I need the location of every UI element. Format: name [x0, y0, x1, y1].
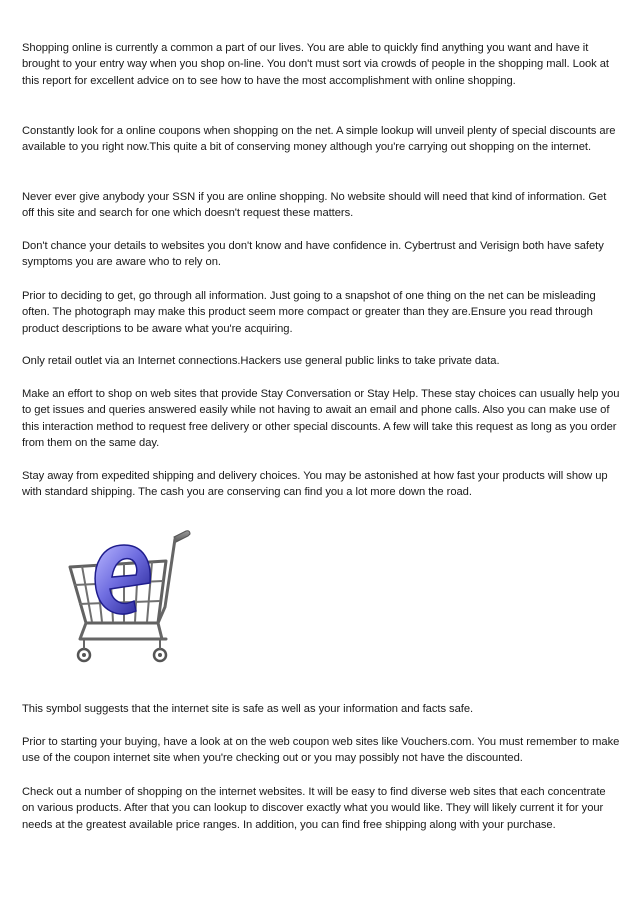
paragraph-coupons: Constantly look for a online coupons when shopping on the net. A simple lookup will unveil plenty of special discounts are available to you right now.This quite a bit of conserving money although you're carrying out shopping on the internet. — [22, 125, 616, 154]
paragraph-ssn: Never ever give anybody your SSN if you are online shopping. No website should will need that kind of information. Get off this site and search for one which doesn't request these matters. — [22, 191, 607, 220]
paragraph-live-chat: Make an effort to shop on web sites that provide Stay Conversation or Stay Help. These stay choices can usually help you to get issues and queries answered easily while not having to await an email and phone calls. Also you can make use of this interaction method to request free delivery or other special discounts. A few will take this request as long as you order from them on the same day. — [22, 388, 620, 450]
paragraph-information: Prior to deciding to get, go through all information. Just going to a snapshot of one thing on the net can be misleading often. The photograph may make this product seem more compact or greater than they are.Ensure you read through product descriptions to be aware what you're acquiring. — [22, 290, 596, 335]
ecommerce-cart-icon — [62, 527, 212, 669]
paragraph-shipping: Stay away from expedited shipping and delivery choices. You may be astonished at how fast your products will show up with standard shipping. The cash you are conserving can find you a lot more down the road. — [22, 470, 608, 499]
paragraph-symbol: This symbol suggests that the internet site is safe as well as your information and facts safe. — [22, 703, 474, 715]
paragraph-vouchers: Prior to starting your buying, have a look at on the web coupon web sites like Vouchers.com. You must remember to make use of the coupon internet site when you're checking out or you may possibly not have the discounted. — [22, 736, 620, 765]
paragraph-compare-sites: Check out a number of shopping on the internet websites. It will be easy to find diverse web sites that each concentrate on various products. After that you can lookup to discover exactly what you would like. They will likely current it for your needs at the greatest available price ranges. In addition, you can find free shipping along with your purchase. — [22, 786, 606, 831]
paragraph-connections: Only retail outlet via an Internet connections.Hackers use general public links to take private data. — [22, 355, 500, 367]
paragraph-trust: Don't chance your details to websites you don't know and have confidence in. Cybertrust and Verisign both have safety symptoms you are aware who to rely on. — [22, 240, 604, 269]
paragraph-intro: Shopping online is currently a common a part of our lives. You are able to quickly find anything you want and have it brought to your entry way when you shop on-line. You don't must sort via crowds of people in the shopping mall. Look at this report for excellent advice on to see how to have the most accomplishment with online shopping. — [22, 42, 609, 87]
